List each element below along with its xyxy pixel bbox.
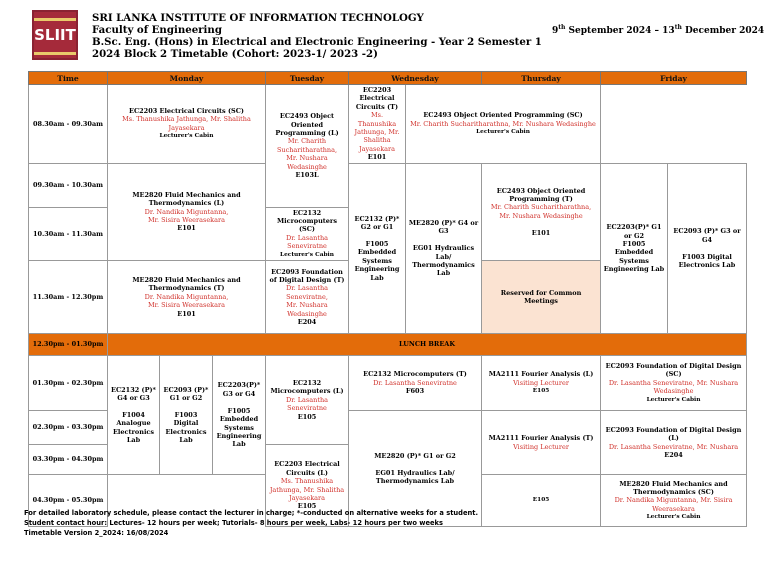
class-cell: ME2820 Fluid Mechanics and Thermodynamics (L) Dr. Nandika Miguntanna, Mr. Sisira Weerasekara E101 bbox=[108, 163, 266, 260]
class-cell: EC2203 Electrical Circuits (SC) Ms. Thanushika Jathunga, Mr. Shalitha Jayasekara Lecturer's Cabin bbox=[108, 85, 266, 164]
date-start-rest: September 2024 – 13 bbox=[565, 26, 675, 36]
time-slot: 02.30pm - 03.30pm bbox=[29, 411, 108, 445]
col-friday: Friday bbox=[601, 72, 747, 85]
document-header bbox=[92, 12, 542, 60]
col-wednesday: Wednesday bbox=[349, 72, 482, 85]
time-slot: 03.30pm - 04.30pm bbox=[29, 445, 108, 475]
class-cell: ME2820 Fluid Mechanics and Thermodynamics (T) Dr. Nandika Miguntanna, Mr. Sisira Weerasekara E101 bbox=[108, 261, 266, 334]
date-end-rest: December 2024 bbox=[681, 26, 765, 36]
lunch-break: LUNCH BREAK bbox=[108, 334, 747, 356]
date-start-day: 9 bbox=[552, 26, 559, 36]
lab-cell: EC2203(P)* G1 or G2 F1005 Embedded Systems Engineering Lab bbox=[601, 163, 668, 333]
class-cell: EC2093 Foundation of Digital Design (SC) Dr. Lasantha Seneviratne, Mr. Nushara Wedasinghe Lecturer's Cabin bbox=[601, 356, 747, 411]
timetable bbox=[28, 71, 747, 527]
lab-cell: EC2093 (P)* G3 or G4 F1003 Digital Electronics Lab bbox=[668, 163, 747, 333]
class-cell: EC2203 Electrical Circuits (L) Ms. Thanushika Jathunga, Mr. Shalitha Jayasekara E105 bbox=[266, 445, 349, 527]
lab-cell: EC2203(P)* G3 or G4 F1005 Embedded Systems Engineering Lab bbox=[213, 356, 266, 475]
table-row bbox=[29, 334, 747, 356]
table-row bbox=[29, 85, 747, 164]
time-slot: 04.30pm - 05.30pm bbox=[29, 475, 108, 527]
lab-cell: EC2132 (P)* G2 or G1 F1005 Embedded Systems Engineering Lab bbox=[349, 163, 406, 333]
class-cell: EC2493 Object Oriented Programming (SC) Mr. Charith Sucharitharathna, Mr. Nushara Wedasinghe Lecturer's Cabin bbox=[406, 85, 601, 164]
col-time: Time bbox=[29, 72, 108, 85]
time-slot: 01.30pm - 02.30pm bbox=[29, 356, 108, 411]
footer-contact-hours: Student contact hour: Lectures- 12 hours per week; Tutorials- 8 hours per week, Labs- 12 hours per two weeks bbox=[24, 519, 443, 528]
time-slot: 09.30am - 10.30am bbox=[29, 163, 108, 207]
lab-cell: EC2132 (P)* G4 or G3 F1004 Analogue Electronics Lab bbox=[108, 356, 160, 475]
class-cell: MA2111 Fourier Analysis (L) Visiting Lecturer E105 bbox=[482, 356, 601, 411]
class-cell: EC2132 Microcomputers (T) Dr. Lasantha Seneviratne F603 bbox=[349, 356, 482, 411]
institute-name: SRI LANKA INSTITUTE OF INFORMATION TECHNOLOGY bbox=[92, 12, 424, 24]
table-row bbox=[29, 163, 747, 207]
col-thursday: Thursday bbox=[482, 72, 601, 85]
timetable-block: 2024 Block 2 Timetable (Cohort: 2023-1/ 2023 -2) bbox=[92, 48, 378, 60]
class-cell: E105 bbox=[482, 475, 601, 527]
class-cell: EC2132 Microcomputers (SC) Dr. Lasantha Seneviratne Lecturer's Cabin bbox=[266, 207, 349, 260]
header-row bbox=[29, 72, 747, 85]
reserved-cell: Reserved for Common Meetings bbox=[482, 261, 601, 334]
class-cell: MA2111 Fourier Analysis (T) Visiting Lecturer bbox=[482, 411, 601, 475]
date-end-suffix: th bbox=[674, 24, 682, 31]
sliit-logo bbox=[32, 10, 78, 60]
class-cell: EC2203 Electrical Circuits (T) Ms. Thanushika Jathunga, Mr. Shalitha Jayasekara E101 bbox=[349, 85, 406, 164]
table-row bbox=[29, 356, 747, 411]
lab-cell: ME2820 (P)* G4 or G3 EG01 Hydraulics Lab/ Thermodynamics Lab bbox=[406, 163, 482, 333]
class-cell: EC2132 Microcomputers (L) Dr. Lasantha Seneviratne E105 bbox=[266, 356, 349, 445]
time-slot: 11.30am - 12.30pm bbox=[29, 261, 108, 334]
time-slot: 10.30am - 11.30am bbox=[29, 207, 108, 260]
class-cell: EC2493 Object Oriented Programming (L) Mr. Charith Sucharitharathna, Mr. Nushara Wedasinghe E103L bbox=[266, 85, 349, 208]
semester-dates bbox=[552, 24, 764, 36]
class-cell: EC2093 Foundation of Digital Design (T) Dr. Lasantha Seneviratne, Mr. Nushara Wedasinghe E204 bbox=[266, 261, 349, 334]
logo-text: SLIIT bbox=[34, 26, 76, 44]
class-cell: EC2493 Object Oriented Programming (T) Mr. Charith Sucharitharathna, Mr. Nushara Wedasinghe E101 bbox=[482, 163, 601, 260]
col-monday: Monday bbox=[108, 72, 266, 85]
faculty-name: Faculty of Engineering bbox=[92, 24, 222, 36]
date-start-suffix: th bbox=[558, 24, 566, 31]
class-cell: ME2820 Fluid Mechanics and Thermodynamics (SC) Dr. Nandika Miguntanna, Mr. Sisira Weerasekara Lecturer's Cabin bbox=[601, 475, 747, 527]
degree-name: B.Sc. Eng. (Hons) in Electrical and Electronic Engineering - Year 2 Semester 1 bbox=[92, 36, 542, 48]
lab-cell: EC2093 (P)* G1 or G2 F1003 Digital Electronics Lab bbox=[160, 356, 213, 475]
footer-notes bbox=[24, 508, 478, 539]
time-slot: 12.30pm - 01.30pm bbox=[29, 334, 108, 356]
time-slot: 08.30am - 09.30am bbox=[29, 85, 108, 164]
footer-version: Timetable Version 2_2024: 16/08/2024 bbox=[24, 529, 169, 538]
class-cell: EC2093 Foundation of Digital Design (L) Dr. Lasantha Seneviratne, Mr. Nushara E204 bbox=[601, 411, 747, 475]
col-tuesday: Tuesday bbox=[266, 72, 349, 85]
footer-lab-note: For detailed laboratory schedule, please contact the lecturer in charge; *-conducted on alternative weeks for a student. bbox=[24, 509, 479, 517]
lab-cell: ME2820 (P)* G1 or G2 EG01 Hydraulics Lab/ Thermodynamics Lab bbox=[349, 411, 482, 527]
